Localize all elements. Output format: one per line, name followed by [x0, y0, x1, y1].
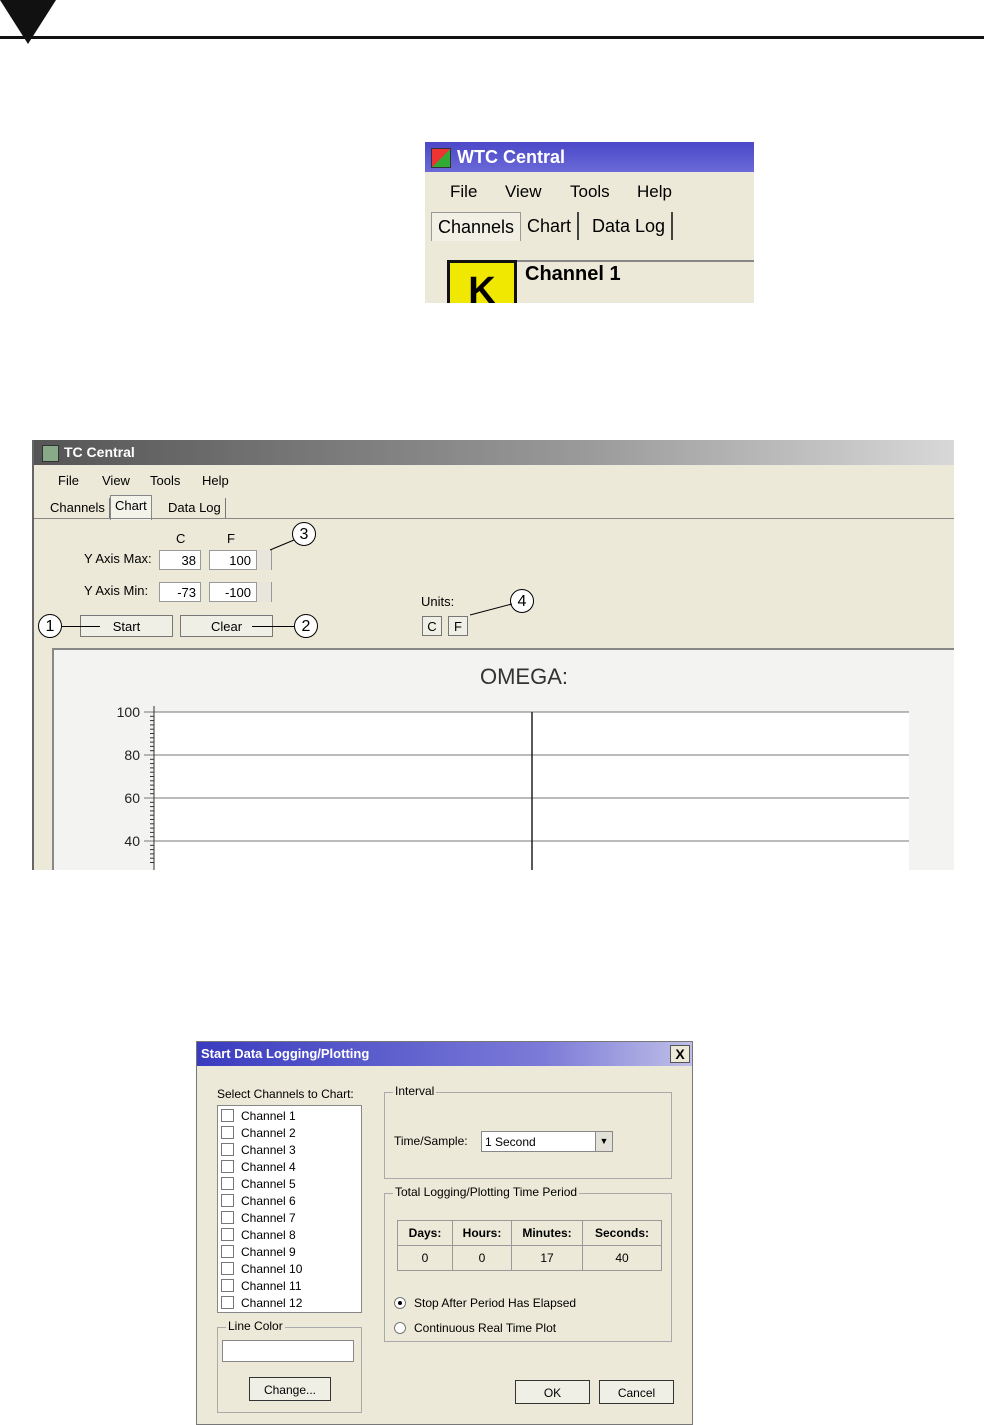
column-c-label: C — [176, 531, 186, 546]
select-channels-label: Select Channels to Chart: — [217, 1087, 354, 1101]
callout-4: 4 — [510, 589, 534, 613]
tab-divider — [34, 518, 954, 519]
channel-label: Channel 8 — [241, 1228, 296, 1242]
y-min-f-field[interactable] — [209, 582, 272, 602]
y-tick-label: 80 — [124, 747, 140, 763]
chart-area — [52, 648, 954, 870]
channel-label: Channel 3 — [241, 1143, 296, 1157]
column-f-label: F — [227, 531, 235, 546]
y-max-f-field[interactable] — [209, 550, 272, 570]
y-tick-label: 40 — [124, 833, 140, 849]
radio-continuous[interactable] — [394, 1321, 556, 1335]
app-icon — [42, 445, 59, 462]
units-label: Units: — [421, 594, 455, 609]
y-max-f-value: 100 — [229, 553, 251, 568]
change-button[interactable]: Change... — [249, 1377, 331, 1401]
app-icon — [431, 148, 451, 168]
tab-channels[interactable]: Channels — [46, 498, 110, 518]
y-min-f-spinner[interactable] — [256, 582, 271, 602]
list-item[interactable] — [221, 1125, 296, 1142]
list-item[interactable] — [221, 1193, 296, 1210]
menu-help[interactable]: Help — [637, 182, 672, 201]
list-item[interactable] — [221, 1244, 296, 1261]
window-title: WTC Central — [457, 147, 565, 167]
close-button[interactable]: X — [670, 1045, 690, 1063]
checkbox[interactable] — [221, 1194, 234, 1207]
unit-f-button[interactable]: F — [448, 616, 468, 636]
y-min-f-value: -100 — [224, 585, 251, 600]
channel-label: Channel 6 — [241, 1194, 296, 1208]
chart-plot — [54, 650, 954, 870]
channel-label: Channel 11 — [241, 1279, 302, 1293]
time-sample-value: 1 Second — [485, 1135, 536, 1149]
time-sample-select[interactable] — [481, 1131, 613, 1152]
callout-2: 2 — [294, 614, 318, 638]
y-max-f-spinner[interactable] — [256, 550, 271, 570]
tab-chart[interactable]: Chart — [521, 212, 579, 240]
channel-label: Channel 9 — [241, 1245, 296, 1259]
callout-1-line — [62, 626, 100, 627]
y-tick-label: 60 — [124, 790, 140, 806]
channel-label: Channel 5 — [241, 1177, 296, 1191]
cancel-button[interactable]: Cancel — [599, 1380, 674, 1404]
start-logging-dialog — [196, 1041, 693, 1425]
callout-3-line — [268, 538, 298, 552]
callout-1: 1 — [38, 614, 62, 638]
checkbox[interactable] — [221, 1245, 234, 1258]
channel-list[interactable] — [217, 1105, 362, 1313]
list-item[interactable] — [221, 1278, 302, 1295]
menu-view[interactable]: View — [102, 473, 130, 488]
channel-label: Channel 7 — [241, 1211, 296, 1225]
radio-stop-label: Stop After Period Has Elapsed — [414, 1296, 577, 1310]
thermocouple-type-badge: K — [447, 260, 517, 303]
period-table — [397, 1220, 662, 1271]
chevron-down-icon[interactable]: ▼ — [595, 1132, 612, 1151]
menu-tools[interactable]: Tools — [570, 182, 610, 201]
checkbox[interactable] — [221, 1228, 234, 1241]
y-max-c-field[interactable]: 38 — [159, 550, 201, 570]
checkbox[interactable] — [221, 1143, 234, 1156]
channel-label: Channel 12 — [241, 1296, 303, 1310]
channel-name: Channel 1 — [525, 263, 621, 285]
list-item[interactable] — [221, 1295, 302, 1312]
tab-data-log[interactable]: Data Log — [164, 498, 226, 518]
dialog-title: Start Data Logging/Plotting — [201, 1046, 370, 1061]
checkbox[interactable] — [221, 1177, 234, 1190]
start-button[interactable]: Start — [80, 615, 173, 637]
seconds-header: Seconds: — [583, 1221, 662, 1246]
days-header: Days: — [398, 1221, 453, 1246]
line-color-label: Line Color — [228, 1319, 283, 1333]
hours-header: Hours: — [453, 1221, 512, 1246]
tab-data-log[interactable]: Data Log — [586, 212, 673, 240]
radio-stop-after-period[interactable] — [394, 1296, 576, 1310]
list-item[interactable] — [221, 1261, 302, 1278]
y-min-c-field[interactable]: -73 — [159, 582, 201, 602]
radio-continuous-label: Continuous Real Time Plot — [414, 1321, 557, 1335]
callout-2-line — [252, 626, 294, 627]
minutes-header: Minutes: — [512, 1221, 583, 1246]
title-bar — [34, 440, 954, 465]
list-item[interactable] — [221, 1142, 296, 1159]
channel-label: Channel 1 — [241, 1109, 296, 1123]
days-value[interactable]: 0 — [398, 1246, 453, 1271]
list-item[interactable] — [221, 1159, 296, 1176]
checkbox[interactable] — [221, 1262, 234, 1275]
wtc-central-screenshot — [425, 142, 754, 303]
channel-label: Channel 4 — [241, 1160, 296, 1174]
window-title: TC Central — [64, 444, 135, 460]
minutes-value[interactable]: 17 — [512, 1246, 583, 1271]
list-item[interactable] — [221, 1227, 296, 1244]
line-color-swatch — [222, 1340, 354, 1362]
checkbox[interactable] — [221, 1296, 234, 1309]
checkbox[interactable] — [221, 1211, 234, 1224]
chart-title: OMEGA: — [479, 664, 569, 689]
checkbox[interactable] — [221, 1279, 234, 1292]
time-sample-label: Time/Sample: — [394, 1134, 468, 1148]
list-item[interactable] — [221, 1176, 296, 1193]
clear-button[interactable]: Clear — [180, 615, 273, 637]
menu-help[interactable]: Help — [202, 473, 229, 488]
title-bar — [425, 142, 754, 172]
y-tick-label: 100 — [116, 704, 140, 720]
checkbox[interactable] — [221, 1109, 234, 1122]
channel-label: Channel 2 — [241, 1126, 296, 1140]
header-rule — [0, 36, 984, 39]
tab-chart[interactable]: Chart — [110, 495, 152, 520]
tab-channels[interactable]: Channels — [431, 212, 521, 241]
menu-file[interactable]: File — [450, 182, 478, 201]
menu-tools[interactable]: Tools — [150, 473, 181, 488]
total-period-label: Total Logging/Plotting Time Period — [395, 1185, 578, 1199]
tc-central-chart-screenshot — [32, 440, 954, 870]
menu-file[interactable]: File — [58, 473, 79, 488]
list-item[interactable] — [221, 1108, 296, 1125]
radio-unselected-icon[interactable] — [394, 1322, 406, 1334]
list-item[interactable] — [221, 1210, 296, 1227]
title-bar — [197, 1042, 693, 1066]
checkbox[interactable] — [221, 1160, 234, 1173]
ok-button[interactable]: OK — [515, 1380, 590, 1404]
hours-value[interactable]: 0 — [453, 1246, 512, 1271]
channel-label: Channel 10 — [241, 1262, 303, 1276]
callout-4-line — [468, 603, 514, 617]
unit-c-button[interactable]: C — [422, 616, 442, 636]
seconds-value[interactable]: 40 — [583, 1246, 662, 1271]
y-axis-max-label: Y Axis Max: — [84, 551, 152, 566]
interval-label: Interval — [395, 1084, 435, 1098]
callout-3: 3 — [292, 522, 316, 546]
menu-view[interactable]: View — [505, 182, 542, 201]
radio-selected-icon[interactable] — [394, 1297, 406, 1309]
checkbox[interactable] — [221, 1126, 234, 1139]
y-axis-min-label: Y Axis Min: — [84, 583, 149, 598]
